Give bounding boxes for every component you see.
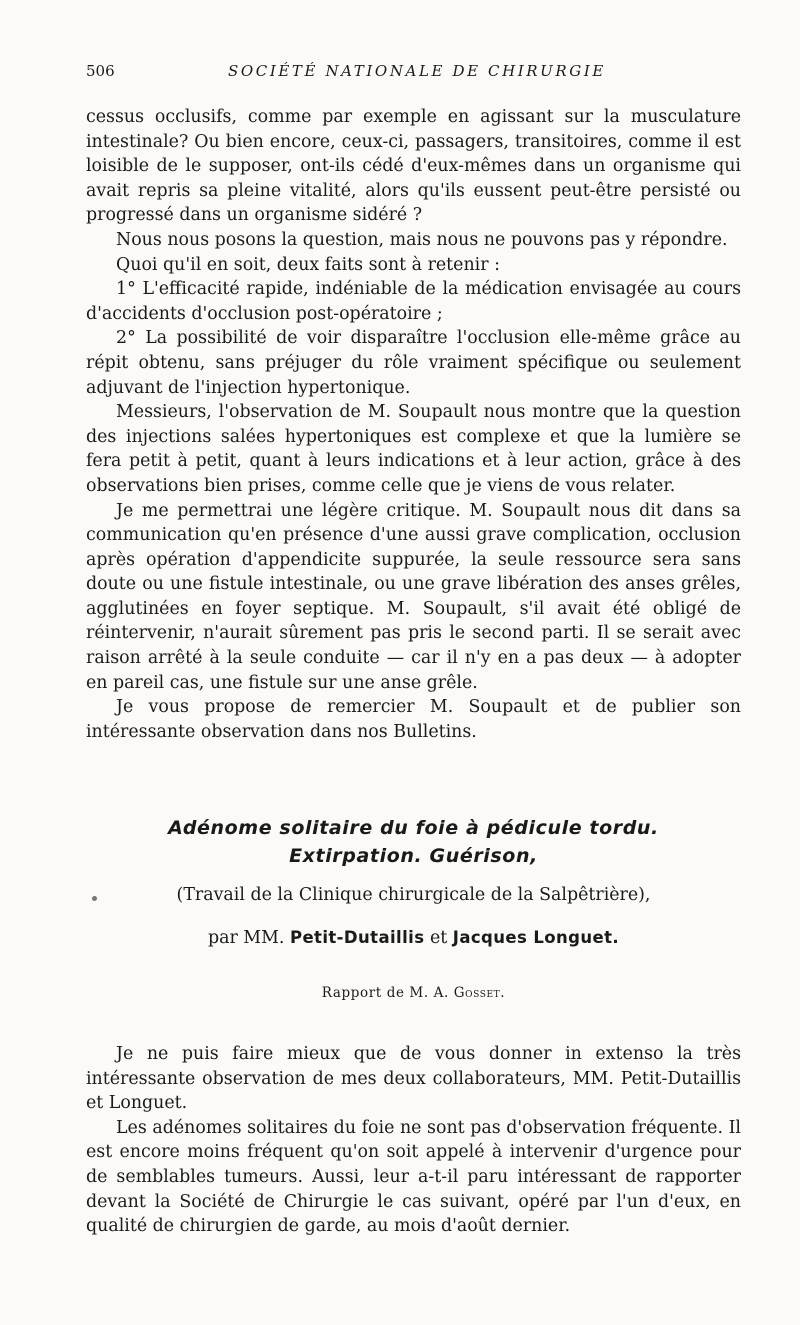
report-prefix: Rapport de M. A. xyxy=(321,985,449,1001)
paragraph: Je ne puis faire mieux que de vous donner in extenso la très intéressante observation de mes deux collaborateurs, MM. Petit-Dutaillis et Longuet. xyxy=(86,1044,741,1114)
article-authors xyxy=(86,925,741,951)
article-heading xyxy=(86,814,741,1001)
paragraph: Je me permettrai une légère critique. M. Soupault nous dit dans sa communication qu'en présence d'une aussi grave complication, occlusion après opération d'appendicite suppurée, la seule ressource sera sans doute ou une fistule intestinale, ou une grave libération des anses grêles, agglutinées en foyer septique. M. Soupault, s'il avait été obligé de réintervenir, n'aurait sûrement pas pris le second parti. Il se serait avec raison arrêté à la seule conduite — car il n'y en a pas deux — à adopter en pareil cas, une fistule sur une anse grêle. xyxy=(86,500,741,693)
body-text-top xyxy=(86,105,741,744)
page-number: 506 xyxy=(86,62,115,80)
article-subtitle: Extirpation. Guérison, xyxy=(289,845,538,867)
report-name: Gosset. xyxy=(453,985,506,1001)
article-affiliation: (Travail de la Clinique chirurgicale de la Salpêtrière), xyxy=(176,885,651,905)
authors-and: et xyxy=(429,928,448,948)
author-1: Petit-Dutaillis xyxy=(289,928,425,947)
paragraph: Nous nous posons la question, mais nous ne pouvons pas y répondre. xyxy=(116,229,728,250)
running-head xyxy=(86,62,741,84)
paragraph: Les adénomes solitaires du foie ne sont pas d'observation fréquente. Il est encore moins fréquent qu'on soit appelé à intervenir d'urgence pour de semblables tumeurs. Aussi, leur a-t-il paru intéressant de rapporter devant la Société de Chirurgie le cas suivant, opéré par l'un d'eux, en qualité de chirurgien de garde, au mois d'août dernier. xyxy=(86,1117,741,1237)
paragraph: 2° La possibilité de voir disparaître l'occlusion elle-même grâce au répit obtenu, sans préjuger du rôle vraiment spécifique ou seulement adjuvant de l'injection hypertonique. xyxy=(86,328,741,398)
paragraph: Je vous propose de remercier M. Soupault et de publier son intéressante observation dans nos Bulletins. xyxy=(86,697,741,742)
journal-title: SOCIÉTÉ NATIONALE DE CHIRURGIE xyxy=(228,62,606,80)
author-2: Jacques Longuet. xyxy=(452,928,620,947)
paragraph: 1° L'efficacité rapide, indéniable de la médication envisagée au cours d'accidents d'occlusion post-opératoire ; xyxy=(86,279,741,324)
article-title: Adénome solitaire du foie à pédicule tordu. xyxy=(168,817,659,839)
authors-prefix: par MM. xyxy=(207,928,285,948)
paragraph: Quoi qu'il en soit, deux faits sont à retenir : xyxy=(116,254,500,275)
paragraph: cessus occlusifs, comme par exemple en agissant sur la musculature intestinale? Ou bien encore, ceux-ci, passagers, transitoires, comme il est loisible de le supposer, ont-ils cédé d'eux-mêmes dans un organisme qui avait repris sa pleine vitalité, alors qu'ils eussent peut-être persisté ou progressé dans un organisme sidéré ? xyxy=(86,107,741,226)
report-line xyxy=(86,985,741,1001)
body-text-bottom xyxy=(86,1042,741,1239)
paragraph: Messieurs, l'observation de M. Soupault nous montre que la question des injections salées hypertoniques est complexe et que la lumière se fera petit à petit, quant à leurs indications et à leur action, grâce à des observations bien prises, comme celle que je viens de vous relater. xyxy=(86,402,741,496)
